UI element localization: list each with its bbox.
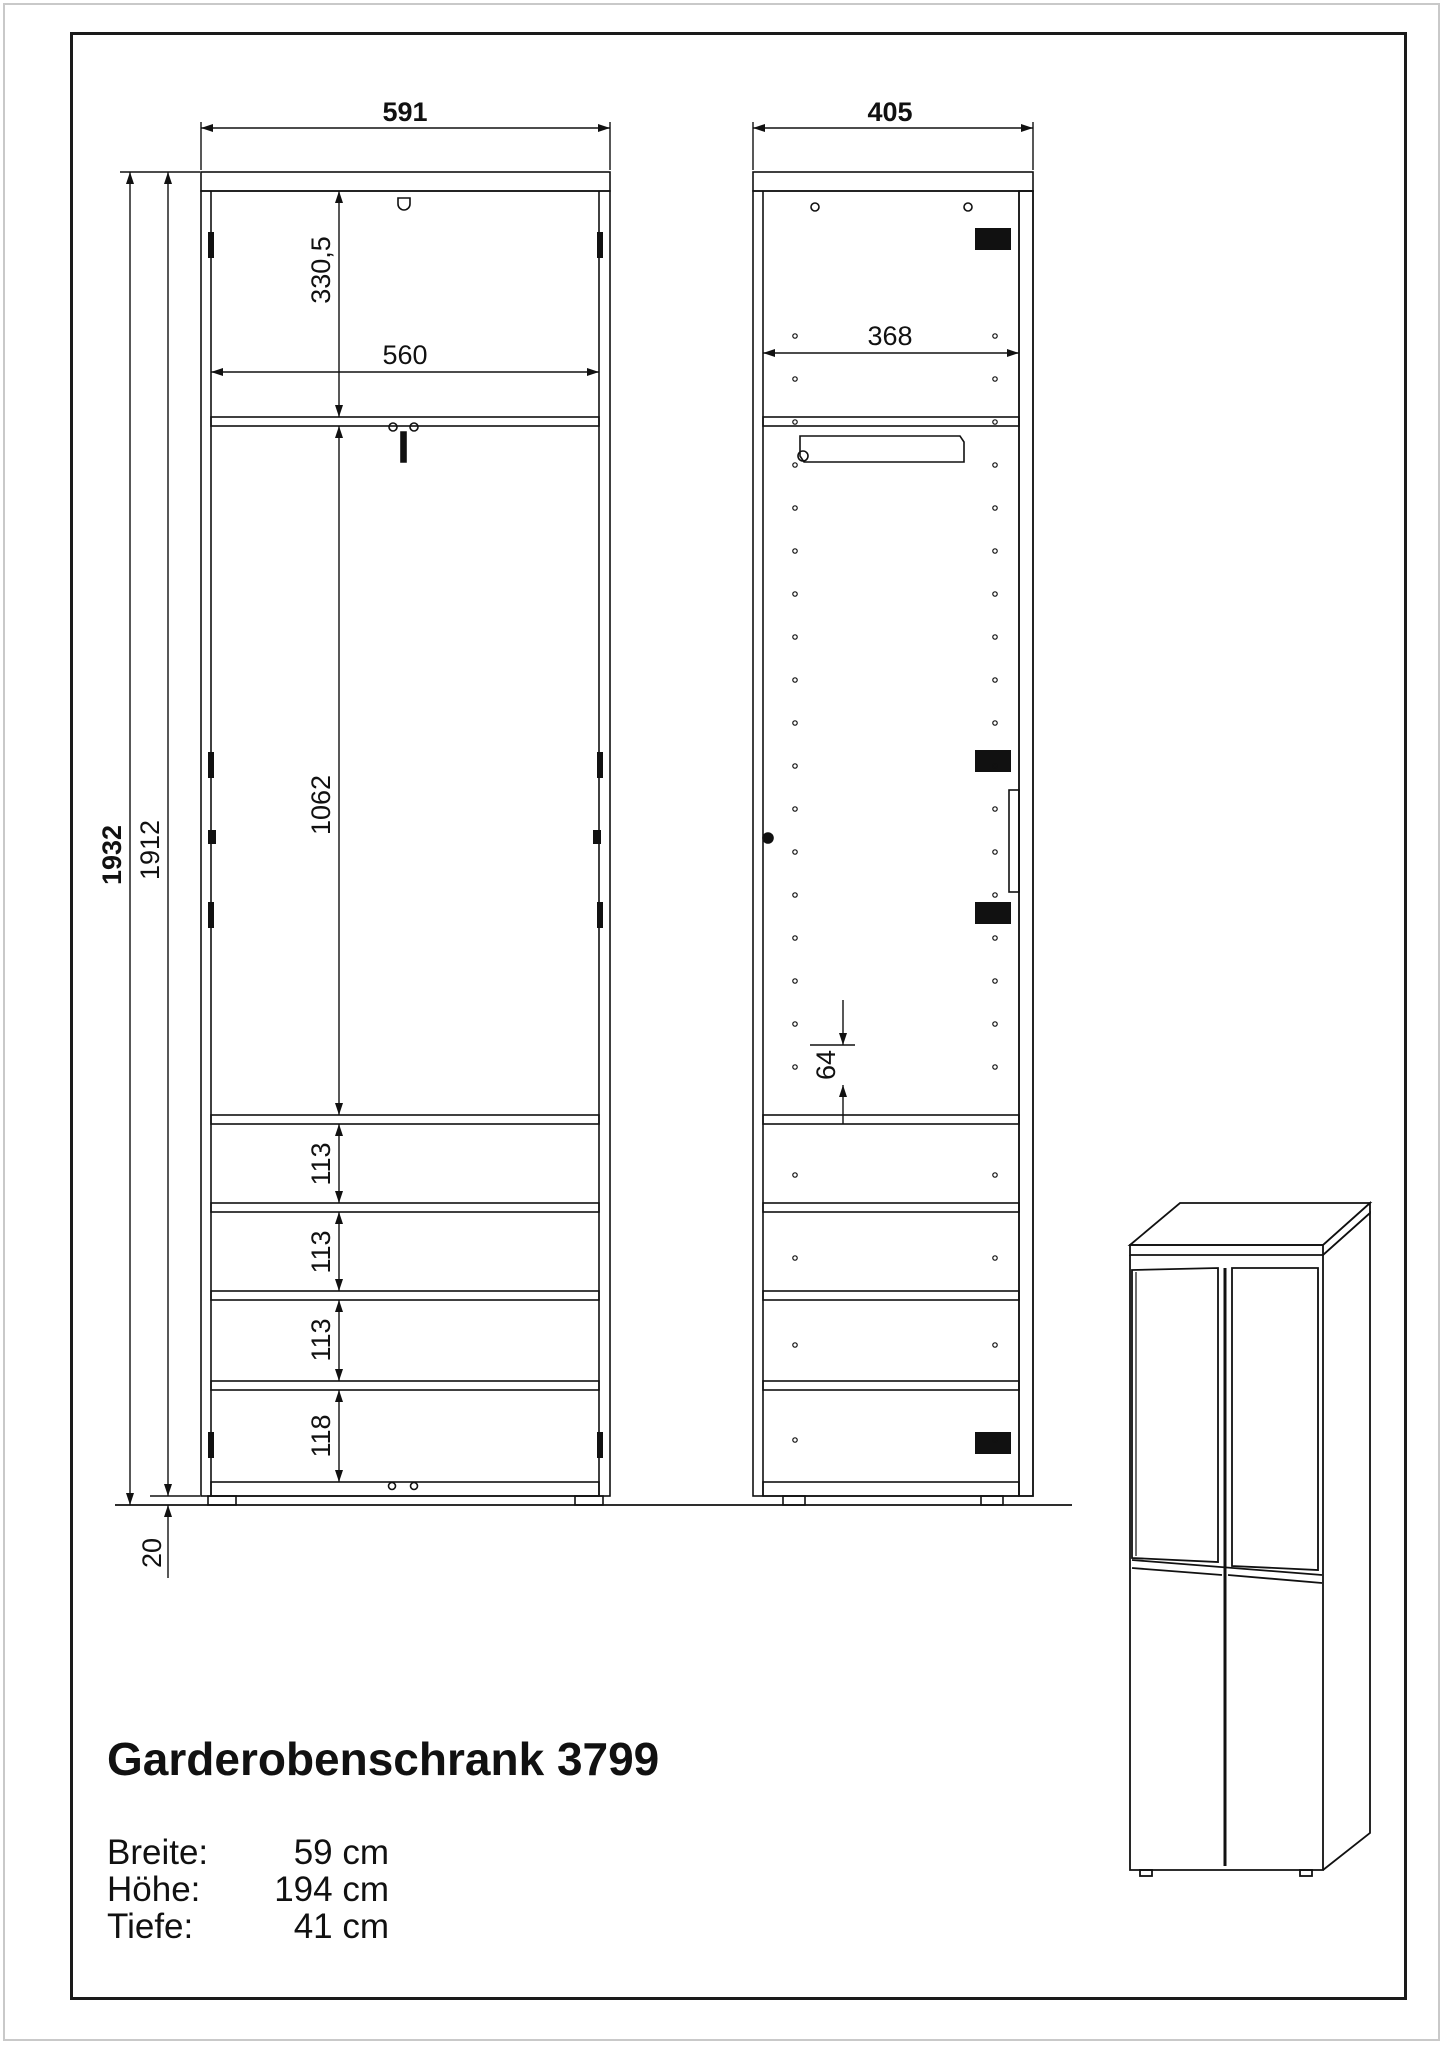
pin-hole [993,549,997,553]
pin-hole [793,850,797,854]
spec-row-depth [107,1908,389,1945]
front-upper-shelf [211,417,599,426]
pin-hole [993,463,997,467]
dim-body-height: 1912 [135,819,165,881]
pin-hole [993,1256,997,1260]
pin-hole [993,1065,997,1069]
spec-label: Breite: [107,1833,209,1872]
pin-hole [993,334,997,338]
dim-top-compartment: 330,5 [306,236,336,304]
pin-hole [993,678,997,682]
front-foot-right [575,1496,603,1505]
spec-row-width [107,1834,389,1871]
side-upper-shelf [763,417,1019,426]
spec-label: Höhe: [107,1870,201,1909]
dim-bottom-compartment: 118 [306,1414,336,1458]
cabinet-side [1323,1213,1370,1870]
pin-hole [993,592,997,596]
pin-hole [993,807,997,811]
dim-inner-width: 560 [382,340,428,370]
pin-hole [793,1022,797,1026]
side-dimensions [753,122,1033,1124]
product-title: Garderobenschrank 3799 [107,1733,660,1785]
dim-foot-height: 20 [137,1537,167,1569]
dim-width: 591 [382,97,428,127]
pin-hole [793,893,797,897]
pin-hole [793,1173,797,1177]
spec-row-height [107,1871,389,1908]
pin-hole [793,807,797,811]
pin-hole [793,979,797,983]
front-foot-left [208,1496,236,1505]
pin-hole [793,506,797,510]
pin-hole [793,635,797,639]
dim-shelf-1: 113 [306,1142,336,1186]
pin-hole [993,420,997,424]
pin-hole [793,1438,797,1442]
spec-label: Tiefe: [107,1907,194,1946]
spec-value: 59 cm [293,1833,389,1872]
perspective-view [1130,1203,1370,1876]
pin-hole [993,635,997,639]
dim-inner-depth: 368 [867,321,913,351]
spec-value: 194 cm [274,1870,389,1909]
front-shelf-4 [211,1381,599,1390]
pin-hole [793,678,797,682]
pin-hole [793,420,797,424]
pin-hole [793,463,797,467]
front-dimensions [120,122,610,1578]
pin-hole [793,377,797,381]
pin-hole [793,549,797,553]
pin-hole [993,850,997,854]
side-top-board [753,172,1033,191]
spec-table [107,1834,389,1945]
dim-hanging-space: 1062 [306,774,336,836]
dim-hole-offset: 64 [811,1049,841,1081]
pin-hole [993,377,997,381]
pin-hole [793,592,797,596]
spec-value: 41 cm [293,1907,389,1946]
pin-hole [993,893,997,897]
front-shelf-1 [211,1115,599,1124]
dim-shelf-2: 113 [306,1230,336,1274]
front-shelf-2 [211,1203,599,1212]
pin-hole [993,936,997,940]
dim-depth: 405 [867,97,913,127]
side-door-handle [1009,790,1019,892]
pin-hole [793,334,797,338]
front-bottom-board [211,1482,599,1496]
side-view [753,172,1033,1505]
clothes-rail [800,436,964,462]
pin-hole [993,1022,997,1026]
pin-hole [793,764,797,768]
front-top-board [201,172,610,191]
shelf-pin-holes [793,334,997,1442]
pin-hole [793,1343,797,1347]
pin-hole [993,506,997,510]
pin-hole [993,721,997,725]
dim-shelf-3: 113 [306,1318,336,1362]
pin-hole [793,936,797,940]
pin-hole [793,721,797,725]
pin-hole [993,1343,997,1347]
dim-total-height: 1932 [97,824,127,886]
pin-hole [793,1065,797,1069]
cabinet-top [1130,1203,1370,1245]
front-shelf-3 [211,1291,599,1300]
pin-hole [993,1173,997,1177]
pin-hole [793,1256,797,1260]
pin-hole [993,979,997,983]
